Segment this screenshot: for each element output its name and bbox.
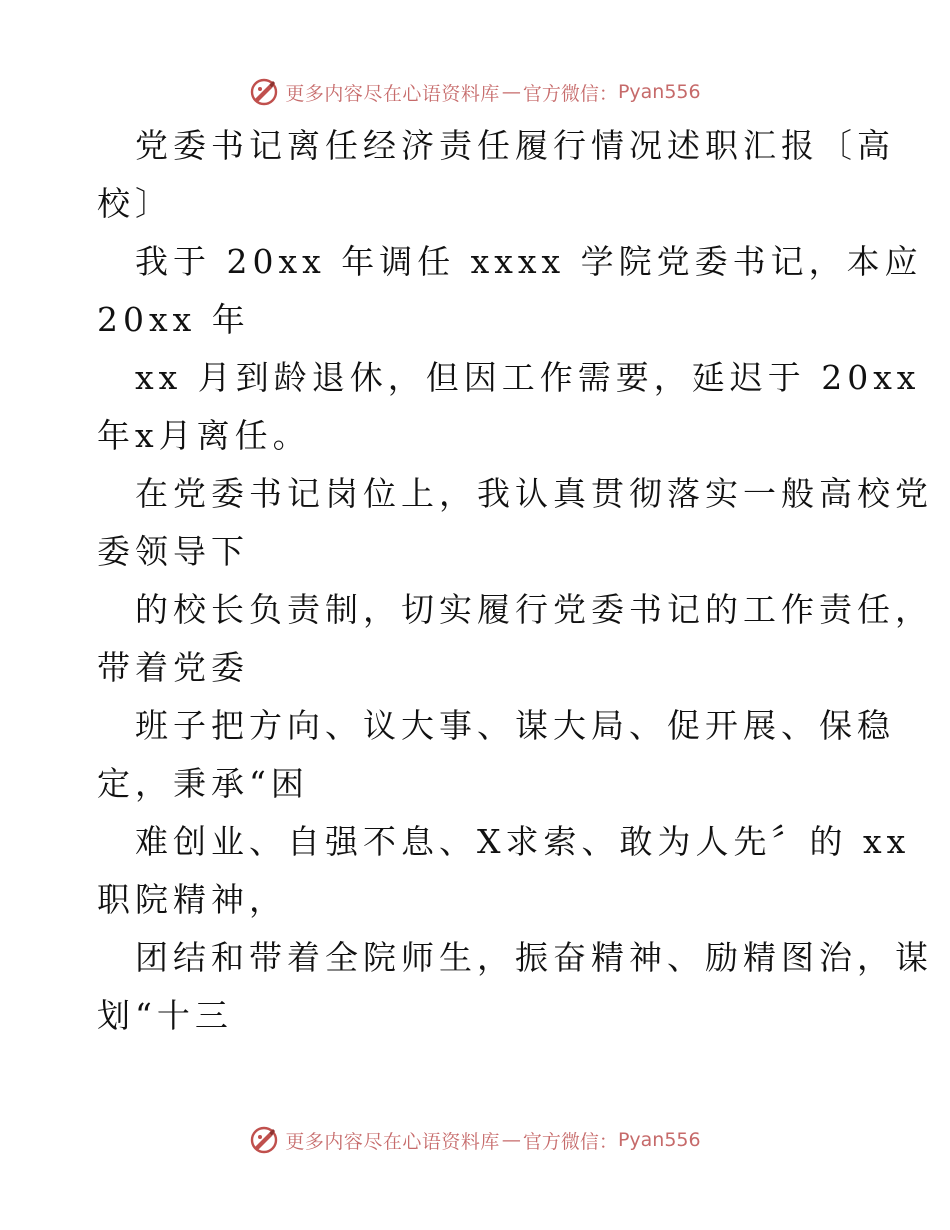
pen-logo-icon (249, 1125, 279, 1155)
document-title-line-2: 校〕 (97, 184, 173, 223)
paragraph-line: 在党委书记岗位上，我认真贯彻落实一般高校党 (135, 474, 933, 513)
paragraph-line: 我于 20xx 年调任 xxxx 学院党委书记，本应 (135, 242, 923, 281)
paragraph-line: 划“十三 (97, 996, 233, 1035)
paragraph-line: 职院精神， (97, 880, 287, 919)
paragraph-line: 委领导下 (97, 532, 249, 571)
banner-wechat-label: 官方微信： (522, 82, 618, 105)
paragraph-line: 团结和带着全院师生，振奋精神、励精图治，谋 (135, 938, 933, 977)
paragraph-line: 20xx 年 (97, 300, 250, 339)
footer-banner (0, 1120, 950, 1160)
pen-logo-icon (249, 77, 279, 107)
paragraph-line: 的校长负责制，切实履行党委书记的工作责任， (135, 590, 933, 629)
banner-wechat-id: Pyan556 (617, 81, 701, 103)
banner-wechat-id: Pyan556 (617, 1129, 701, 1151)
header-banner (0, 72, 950, 112)
paragraph-line: xx 月到龄退休，但因工作需要，延迟于 20xx (135, 358, 921, 397)
paragraph-line: 年x月离任。 (97, 416, 311, 455)
banner-site-text: 更多内容尽在心语资料库 (285, 82, 500, 105)
paragraph-line: 带着党委 (97, 648, 249, 687)
banner-wechat-label: 官方微信： (522, 1130, 618, 1153)
paragraph-line: 难创业、自强不息、X求索、敢为人先〞的 xx (135, 822, 911, 861)
paragraph-line: 定，秉承“困 (97, 764, 309, 803)
banner-site-text: 更多内容尽在心语资料库 (285, 1130, 500, 1153)
banner-dash: — (501, 81, 521, 103)
banner-dash: — (501, 1129, 521, 1151)
paragraph-line: 班子把方向、议大事、谋大局、促开展、保稳 (135, 706, 895, 745)
document-title-line-1: 党委书记离任经济责任履行情况述职汇报〔高 (135, 126, 895, 165)
